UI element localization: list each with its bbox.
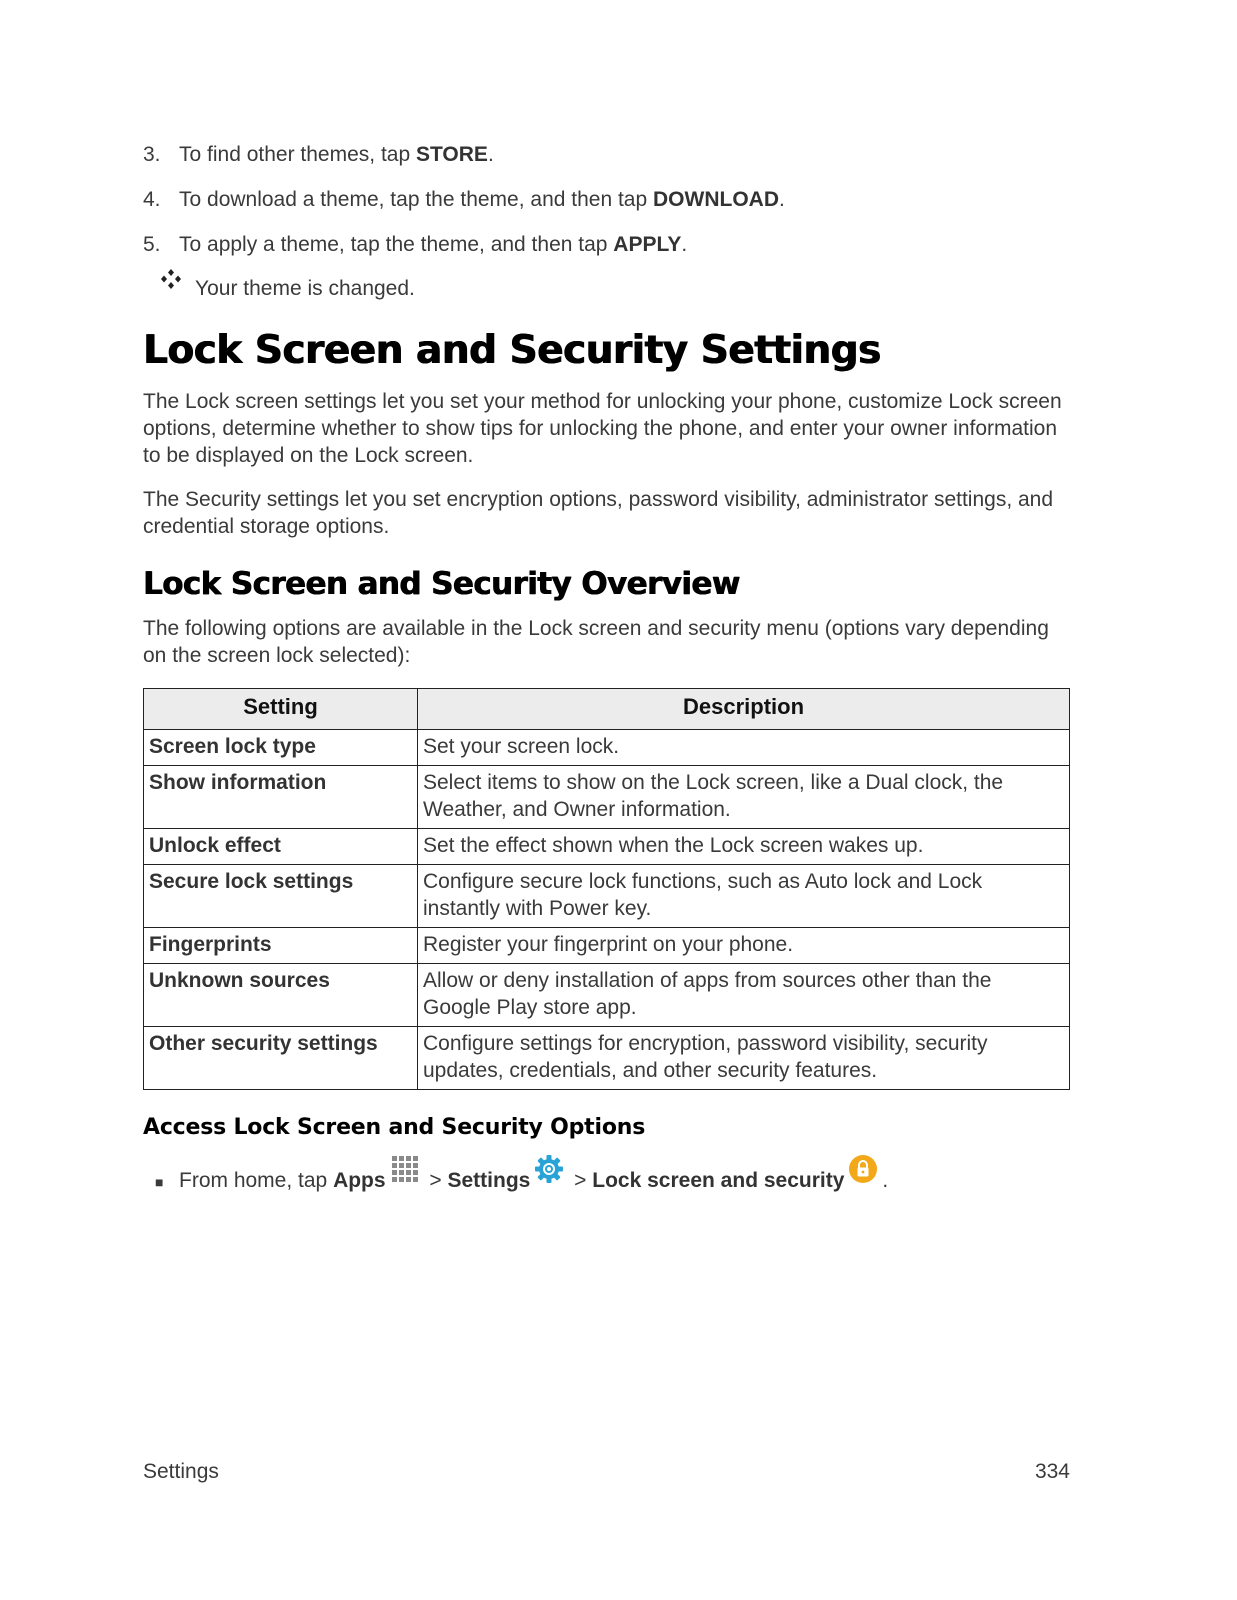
column-header-description: Description: [418, 689, 1070, 730]
apps-label: Apps: [333, 1169, 386, 1192]
result-line: [159, 273, 415, 304]
setting-name: Fingerprints: [144, 928, 418, 964]
table-row: [144, 928, 1070, 964]
setting-description: Configure secure lock functions, such as Auto lock and Lock instantly with Power key.: [418, 865, 1070, 928]
step-text: To download a theme, tap the theme, and then tap DOWNLOAD.: [179, 188, 785, 211]
steps-list: [143, 140, 785, 275]
setting-name: Screen lock type: [144, 730, 418, 766]
table-row: [144, 865, 1070, 928]
list-item: [143, 230, 785, 260]
table-row: [144, 730, 1070, 766]
page-title: Lock Screen and Security Settings: [143, 328, 881, 373]
access-instruction: ■ From home, tap Apps > Settings > Lock screen and security .: [143, 1160, 888, 1202]
page-number: 334: [1034, 1460, 1070, 1483]
table-row: [144, 1027, 1070, 1090]
intro-paragraph: The Lock screen settings let you set your method for unlocking your phone, customize Lock screen options, determine whether to show tips for unlocking the phone, and enter your owner information to be displayed on the Lock screen.: [143, 390, 1062, 467]
square-bullet-icon: ■: [155, 1174, 164, 1190]
setting-description: Select items to show on the Lock screen, like a Dual clock, the Weather, and Owner information.: [418, 766, 1070, 829]
setting-description: Allow or deny installation of apps from sources other than the Google Play store app.: [418, 964, 1070, 1027]
step-number: 3.: [143, 143, 161, 166]
step-text: To find other themes, tap STORE.: [179, 143, 494, 166]
setting-name: Show information: [144, 766, 418, 829]
lock-screen-label: Lock screen and security: [592, 1169, 845, 1192]
setting-name: Secure lock settings: [144, 865, 418, 928]
setting-description: Set your screen lock.: [418, 730, 1070, 766]
settings-table: [143, 688, 1070, 1090]
overview-paragraph: The following options are available in the Lock screen and security menu (options vary depending on the screen lock selected):: [143, 617, 1049, 667]
step-number: 5.: [143, 233, 161, 256]
security-paragraph: The Security settings let you set encryption options, password visibility, administrator settings, and credential storage options.: [143, 488, 1054, 538]
list-item: [143, 140, 785, 170]
table-row: [144, 829, 1070, 865]
setting-description: Set the effect shown when the Lock screen wakes up.: [418, 829, 1070, 865]
diamond-bullet-icon: [159, 268, 195, 299]
section-heading: Lock Screen and Security Overview: [143, 566, 740, 602]
setting-description: Register your fingerprint on your phone.: [418, 928, 1070, 964]
setting-name: Unlock effect: [144, 829, 418, 865]
settings-label: Settings: [447, 1169, 531, 1192]
setting-name: Unknown sources: [144, 964, 418, 1027]
table-row: [144, 964, 1070, 1027]
table-header-row: [144, 689, 1070, 730]
step-number: 4.: [143, 188, 161, 211]
gear-icon: [534, 1154, 564, 1196]
table-row: [144, 766, 1070, 829]
setting-name: Other security settings: [144, 1027, 418, 1090]
setting-description: Configure settings for encryption, password visibility, security updates, credentials, and other security features.: [418, 1027, 1070, 1090]
apps-grid-icon: [390, 1154, 420, 1196]
result-text: Your theme is changed.: [195, 276, 415, 300]
list-item: [143, 185, 785, 215]
page-footer: [143, 1460, 1070, 1484]
step-text: To apply a theme, tap the theme, and then tap APPLY.: [179, 233, 688, 256]
lock-icon: [848, 1154, 878, 1196]
step-keyword: STORE: [415, 143, 488, 166]
footer-section-name: Settings: [143, 1460, 219, 1483]
column-header-setting: Setting: [144, 689, 418, 730]
subsection-heading: Access Lock Screen and Security Options: [143, 1115, 646, 1140]
step-keyword: DOWNLOAD: [653, 188, 779, 211]
step-keyword: APPLY: [613, 233, 682, 256]
